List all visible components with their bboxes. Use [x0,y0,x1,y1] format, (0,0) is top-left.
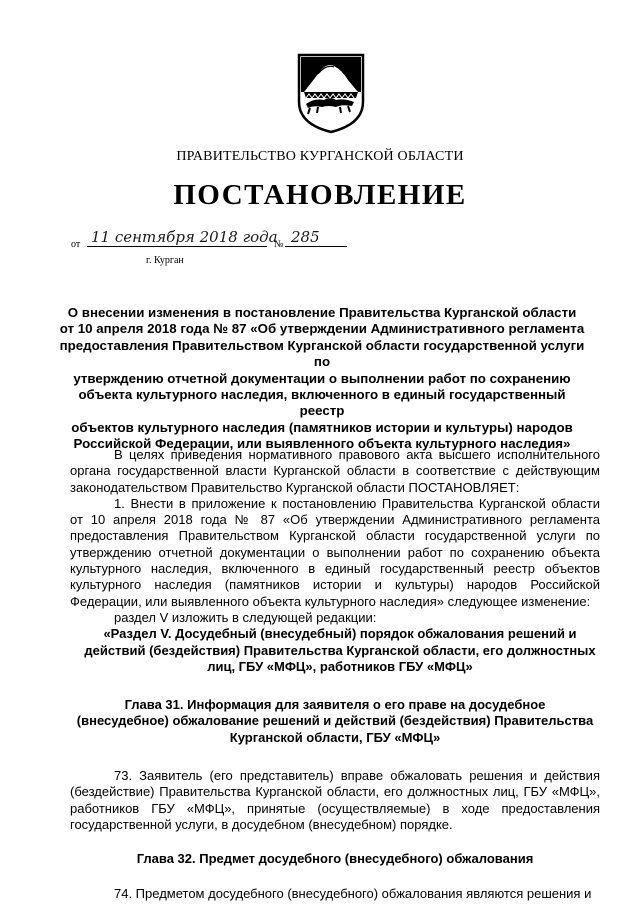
title-line: утверждению отчетной документации о выполнении работ по сохранению [73,370,571,386]
from-label: от [71,239,81,250]
section-v-heading [70,626,600,675]
item-1-paragraph: 1. Внести в приложение к постановлению Правительства Курганской области от 10 апреля 2018 года № 87 «Об утверждении Административного регламента предоставления Правительством Курганской области государственной услуги по утверждению отчетной документации о выполнении работ по сохранению объекта культурного наследия, включенного в единый государственный реестр объектов культурного наследия (памятников истории и культуры) народов Российской Федерации, или выявленного объекта культурного наследия» следующее изменение: [70,495,600,609]
document-body [70,447,600,902]
title-line: объектов культурного наследия (памятников истории и культуры) народов [71,419,573,435]
title-line: от 10 апреля 2018 года № 87 «Об утверждении Административного регламента [59,321,585,337]
chapter-32-heading: Глава 32. Предмет досудебного (внесудебного) обжалования [136,851,534,867]
preamble-paragraph: В целях приведения нормативного правового акта высшего исполнительного органа государственной власти Курганской области в соответствие с действующим законодательством Правительство Курганской области ПОСТАНОВЛЯЕТ: [70,447,600,495]
title-line: О внесении изменения в постановление Правительства Курганской области [67,305,577,320]
handwritten-number: 285 [291,228,320,246]
government-name: ПРАВИТЕЛЬСТВО КУРГАНСКОЙ ОБЛАСТИ [176,149,464,164]
item-73-paragraph: 73. Заявитель (его представитель) вправе обжаловать решения и действия (бездействие) Правительства Курганской области, его должностных лиц, ГБУ «МФЦ», работников ГБУ «МФЦ», принятые (осуществляемые) в ходе предоставления государственной услуги, в досудебном (внесудебном) порядке. [70,768,600,832]
document-type-heading: ПОСТАНОВЛЕНИЕ [173,179,467,211]
chapter-heading-line: Глава 31. Информация для заявителя о его праве на досудебное [124,697,546,713]
title-line: предоставления Правительством Курганской области государственной услуги по [59,337,585,370]
title-line: объекта культурного наследия, включенного в единый государственный реестр [78,387,566,419]
document-title [56,305,588,453]
chapter-heading-line: (внесудебное) обжалование решений и действий (бездействия) Правительства [76,713,594,729]
number-label: № [274,239,284,250]
item-74-paragraph: 74. Предметом досудебного (внесудебного) обжалования являются решения и [114,885,592,901]
kurgan-coat-of-arms-icon [296,52,366,134]
chapter-31-heading [70,697,600,746]
city-label: г. Курган [146,255,184,266]
section-heading-line: действий (бездействия) Правительства Курганской области, его должностных [84,642,596,658]
section-heading-line: «Раздел V. Досудебный (внесудебный) порядок обжалования решений и [103,626,577,642]
section-intro-paragraph: раздел V изложить в следующей редакции: [114,609,377,625]
section-heading-line: лиц, ГБУ «МФЦ», работников ГБУ «МФЦ» [207,658,473,674]
handwritten-date: 11 сентября 2018 года [91,228,278,246]
title-line: Российской Федерации, или выявленного объекта культурного наследия» [73,436,571,452]
chapter-heading-line: Курганской области, ГБУ «МФЦ» [229,729,441,745]
dateline [71,230,371,252]
